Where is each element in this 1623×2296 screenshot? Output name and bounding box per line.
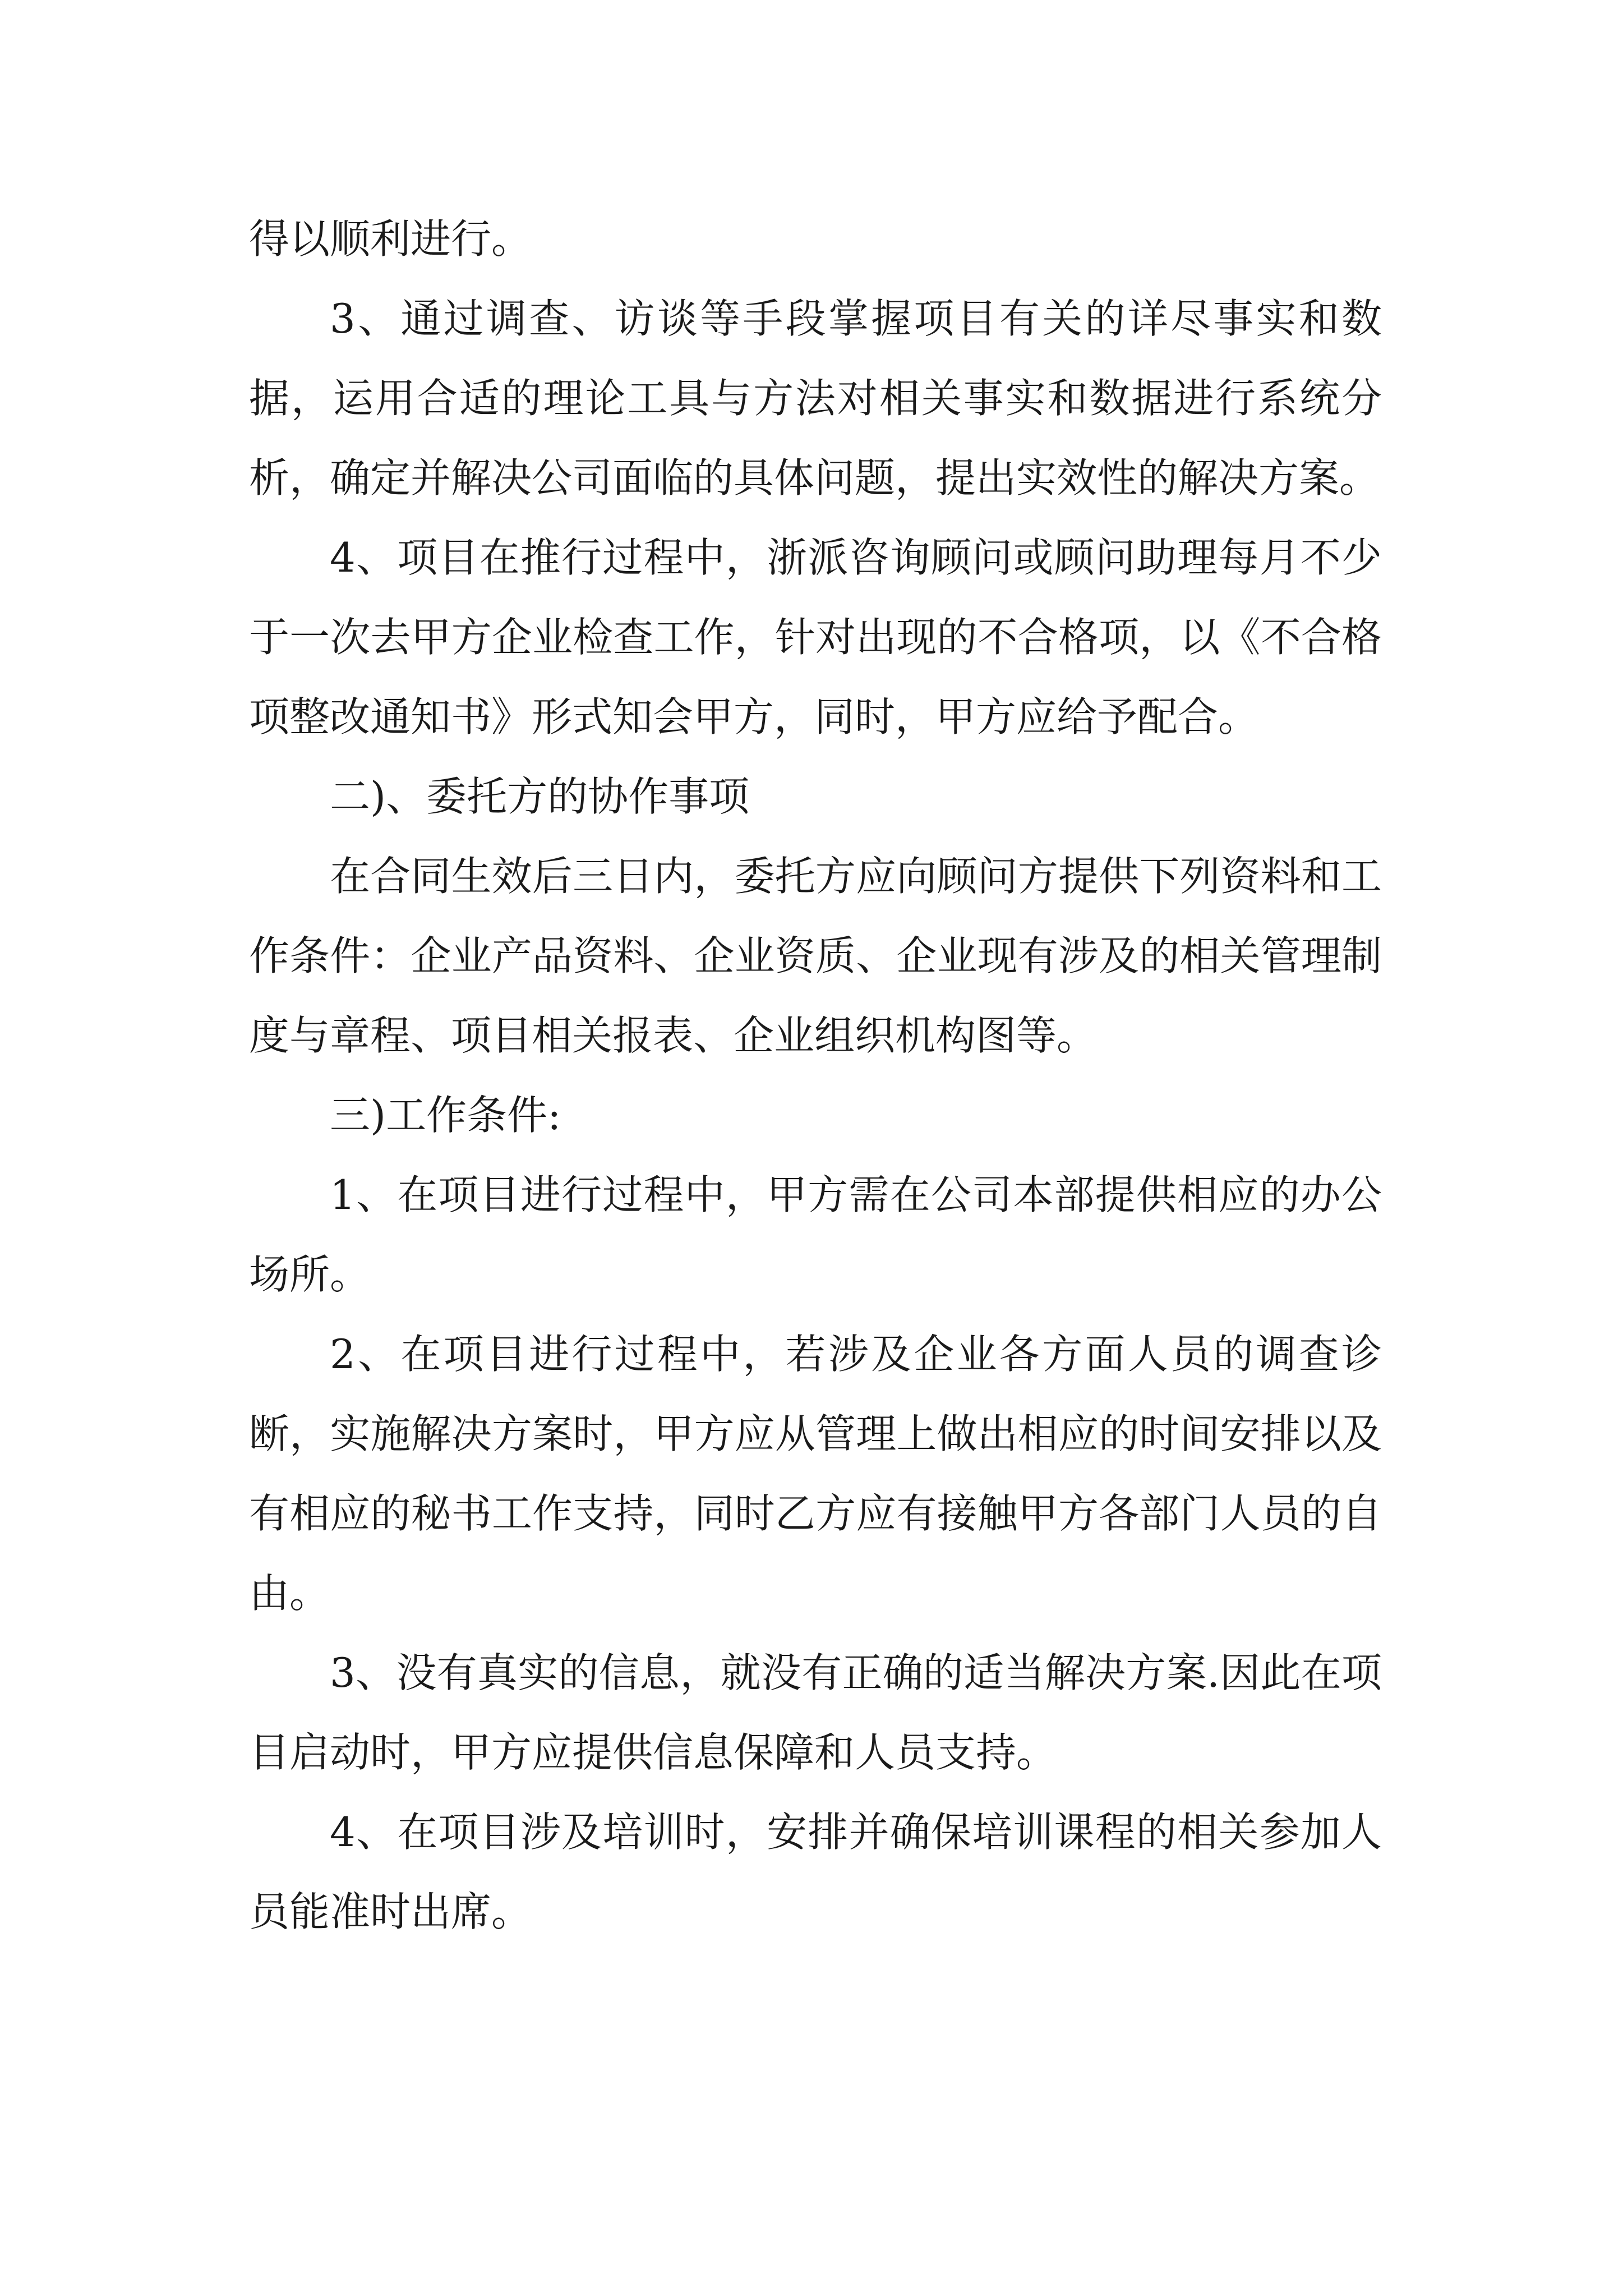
section-heading-client-cooperation: 二)、委托方的协作事项 bbox=[330, 773, 750, 820]
paragraph-condition-4-training: 4、在项目涉及培训时，安排并确保培训课程的相关参加人员能准时出席。 bbox=[249, 1809, 1382, 1935]
paragraph-condition-2-staff-access: 2、在项目进行过程中，若涉及企业各方面人员的调查诊断，实施解决方案时，甲方应从管理上做出相应的时间安排以及有相应的秘书工作支持，同时乙方应有接触甲方各部门人员的自由。 bbox=[249, 1331, 1382, 1617]
paragraph-client-materials: 在合同生效后三日内，委托方应向顾问方提供下列资料和工作条件：企业产品资料、企业资质、企业现有涉及的相关管理制度与章程、项目相关报表、企业组织机构图等。 bbox=[249, 853, 1382, 1059]
document-body bbox=[249, 199, 1382, 1952]
paragraph-condition-3-information: 3、没有真实的信息，就没有正确的适当解决方案.因此在项目启动时，甲方应提供信息保障和人员支持。 bbox=[249, 1649, 1382, 1776]
section-heading-working-conditions: 三)工作条件: bbox=[330, 1092, 561, 1139]
paragraph-condition-1-office: 1、在项目进行过程中，甲方需在公司本部提供相应的办公场所。 bbox=[249, 1171, 1382, 1298]
paragraph-continuation: 得以顺利进行。 bbox=[249, 215, 532, 263]
paragraph-item-4-inspection: 4、项目在推行过程中，浙派咨询顾问或顾问助理每月不少于一次去甲方企业检查工作，针对出现的不合格项，以《不合格项整改通知书》形式知会甲方，同时，甲方应给予配合。 bbox=[249, 534, 1382, 740]
paragraph-item-3-analysis: 3、通过调查、访谈等手段掌握项目有关的详尽事实和数据，运用合适的理论工具与方法对相关事实和数据进行系统分析，确定并解决公司面临的具体问题，提出实效性的解决方案。 bbox=[249, 295, 1382, 501]
